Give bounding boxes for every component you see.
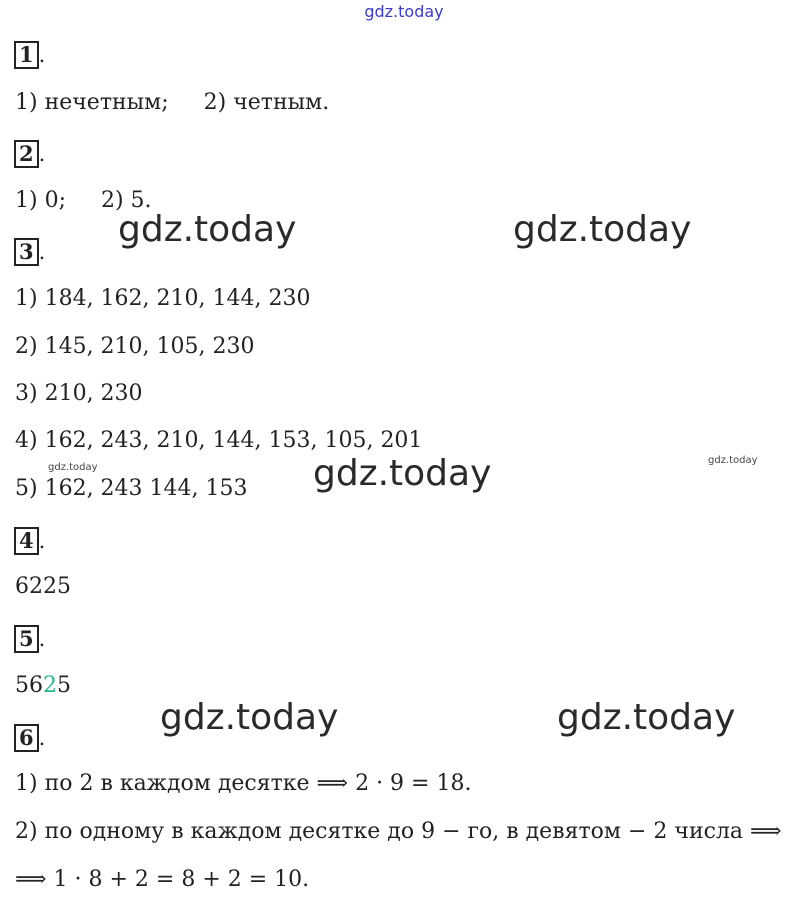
task-1-answer: 1) нечетным; 2) четным.: [15, 90, 330, 115]
task-number-1: [14, 41, 45, 69]
task-6-answer-3: ⟹ 1 · 8 + 2 = 8 + 2 = 10.: [15, 867, 310, 892]
task-5-answer: [15, 672, 71, 700]
task-6-answer-1: 1) по 2 в каждом десятке ⟹ 2 · 9 = 18.: [15, 771, 472, 796]
watermark: gdz.today: [513, 209, 692, 250]
task-3-answer-2: 2) 145, 210, 105, 230: [15, 334, 255, 359]
task-6-answer-2: 2) по одному в каждом десятке до 9 − го, в девятом − 2 числа ⟹: [15, 819, 782, 844]
task-number-box: 6: [14, 724, 39, 752]
answer-part: 56: [15, 673, 43, 698]
task-number-dot: .: [38, 240, 46, 264]
watermark: gdz.today: [118, 209, 297, 250]
answer-part: 5: [57, 673, 71, 698]
watermark: gdz.today: [557, 697, 736, 738]
task-4-answer: 6225: [15, 574, 71, 599]
task-number-2: [14, 140, 45, 168]
answer-highlight-digit: 2: [43, 673, 57, 698]
task-number-3: [14, 238, 45, 266]
small-watermark: gdz.today: [48, 462, 98, 473]
header-watermark: gdz.today: [364, 2, 444, 21]
task-3-answer-4: 4) 162, 243, 210, 144, 153, 105, 201: [15, 428, 423, 453]
task-3-answer-5: 5) 162, 243 144, 153: [15, 476, 248, 501]
task-number-dot: .: [38, 142, 46, 166]
watermark: gdz.today: [313, 453, 492, 494]
task-number-box: 3: [14, 238, 39, 266]
task-number-5: [14, 625, 45, 653]
task-number-dot: .: [38, 726, 46, 750]
task-number-dot: .: [38, 43, 46, 67]
task-2-answer: 1) 0; 2) 5.: [15, 188, 152, 213]
small-watermark: gdz.today: [708, 455, 758, 466]
task-number-box: 5: [14, 625, 39, 653]
task-number-dot: .: [38, 627, 46, 651]
task-number-box: 2: [14, 140, 39, 168]
task-3-answer-1: 1) 184, 162, 210, 144, 230: [15, 286, 311, 311]
task-number-6: [14, 724, 45, 752]
task-number-box: 1: [14, 41, 39, 69]
watermark: gdz.today: [160, 697, 339, 738]
task-number-dot: .: [38, 529, 46, 553]
task-number-box: 4: [14, 527, 39, 555]
task-3-answer-3: 3) 210, 230: [15, 381, 143, 406]
task-number-4: [14, 527, 45, 555]
